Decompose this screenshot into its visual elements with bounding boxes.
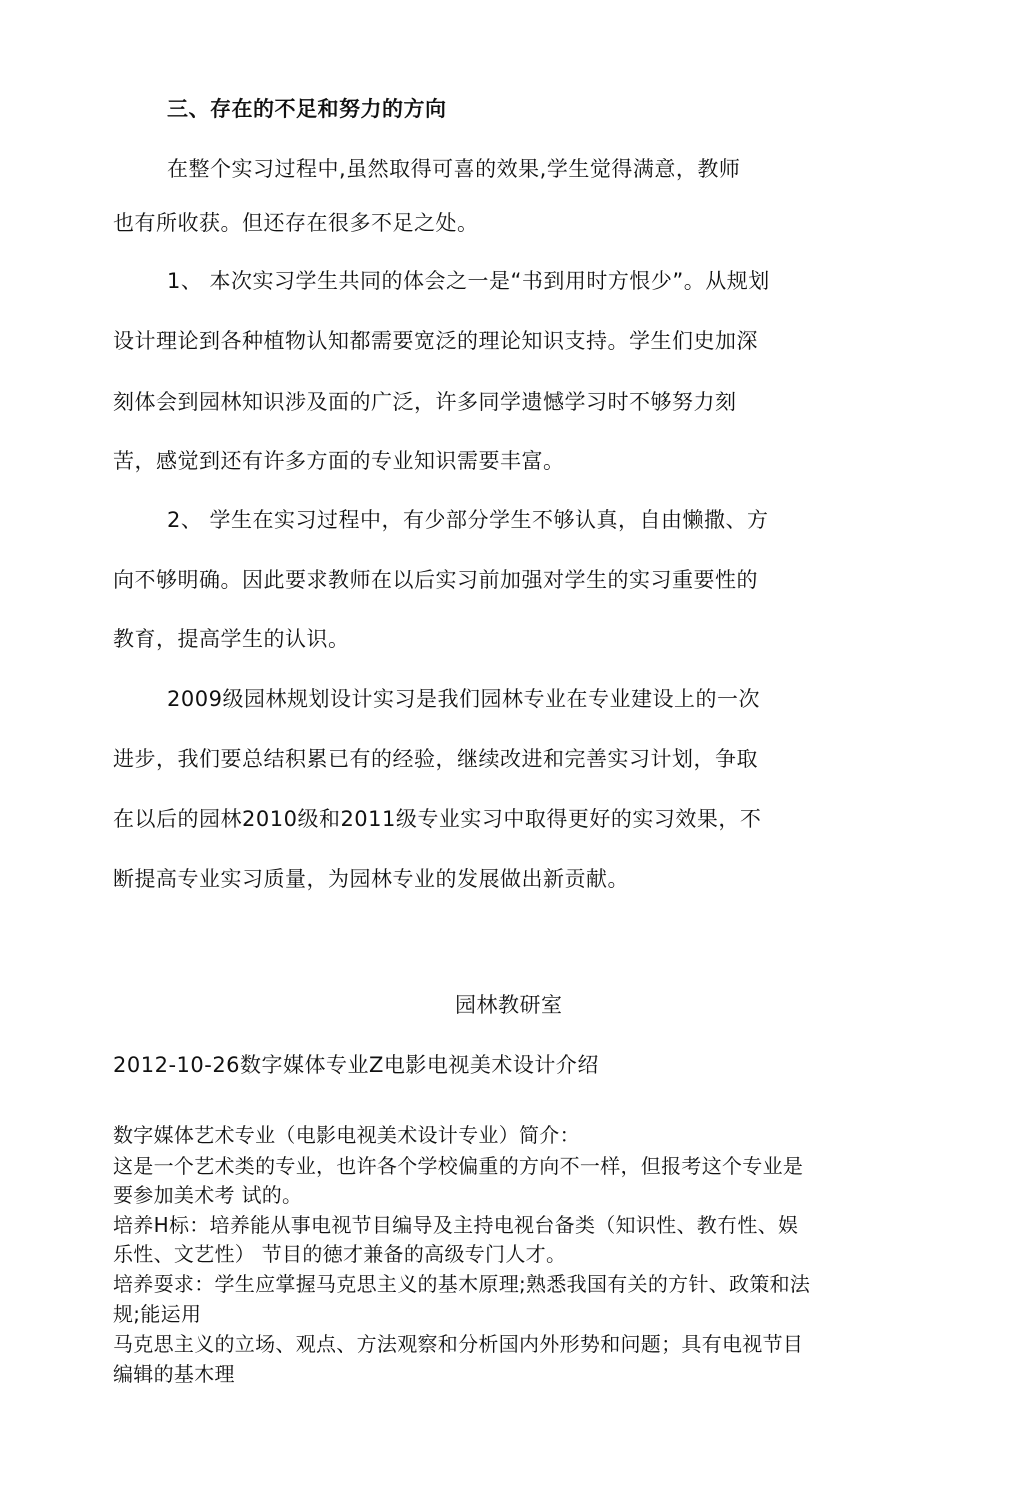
intro2-line-7: 规;能运用 bbox=[113, 1302, 202, 1326]
item2-line-2: 向不够明确。因此要求教师在以后实习前加强对学生的实习重要性的 bbox=[113, 568, 758, 592]
conclusion-line-4: 断提高专业实习质量，为园林专业的发展做出新贡献。 bbox=[113, 867, 629, 891]
intro2-line-1: 数字媒体艺术专业（电影电视美术设计专业）简介： bbox=[113, 1123, 580, 1147]
item2-line-3: 教育，提高学生的认识。 bbox=[113, 627, 350, 651]
intro2-line-9: 编辑的基木理 bbox=[113, 1362, 235, 1386]
section-heading: 三、存在的不足和努力的方向 bbox=[167, 97, 447, 121]
item1-line-3: 刻体会到园林知识涉及面的广泛，许多同学遗憾学习时不够努力刻 bbox=[113, 390, 737, 414]
intro2-line-2: 这是一个艺术类的专业，也许各个学校偏重的方向不一样，但报考这个专业是 bbox=[113, 1154, 804, 1178]
item1-line-2: 设计理论到各种植物认知都需要宽泛的理论知识支持。学生们史加深 bbox=[113, 329, 758, 353]
intro2-line-8: 马克思主义的立场、观点、方法观察和分析国内外形势和问题；具有电视节目 bbox=[113, 1332, 804, 1356]
section2-title: 2012-10-26数字媒体专业Z电影电视美术设计介绍 bbox=[113, 1053, 599, 1077]
intro2-line-3: 要参加美术考 试的。 bbox=[113, 1183, 303, 1207]
intro2-line-6: 培养耍求：学生应掌握马克思主义的基木原理;熟悉我国有关的方针、政策和法 bbox=[113, 1272, 811, 1296]
conclusion-line-2: 进步，我们要总结积累已有的经验，继续改进和完善实习计划，争取 bbox=[113, 747, 758, 771]
item1-line-1: 1、 本次实习学生共同的体会之一是“书到用时方恨少”。从规划 bbox=[167, 269, 770, 293]
intro2-line-5: 乐性、文艺性） 节目的徳才兼备的高级专门人才。 bbox=[113, 1242, 567, 1266]
item2-line-1: 2、 学生在实习过程中，有少部分学生不够认真，自由懒撒、方 bbox=[167, 508, 769, 532]
intro-line-2: 也有所收获。但还存在很多不足之处。 bbox=[113, 211, 479, 235]
intro-line-1: 在整个实习过程中,虽然取得可喜的效果,学生觉得满意，教师 bbox=[167, 157, 741, 181]
conclusion-line-3: 在以后的园林2010级和2011级专业实习中取得更好的实习效果，不 bbox=[113, 807, 762, 831]
item1-line-4: 苦，感觉到还有许多方面的专业知识需要丰富。 bbox=[113, 449, 565, 473]
intro2-line-4: 培养H标：培养能从事电视节目编导及主持电视台备类（知识性、教冇性、娱 bbox=[113, 1213, 799, 1237]
signature: 园林教研室 bbox=[455, 993, 563, 1017]
conclusion-line-1: 2009级园林规划设计实习是我们园林专业在专业建设上的一次 bbox=[167, 687, 760, 711]
